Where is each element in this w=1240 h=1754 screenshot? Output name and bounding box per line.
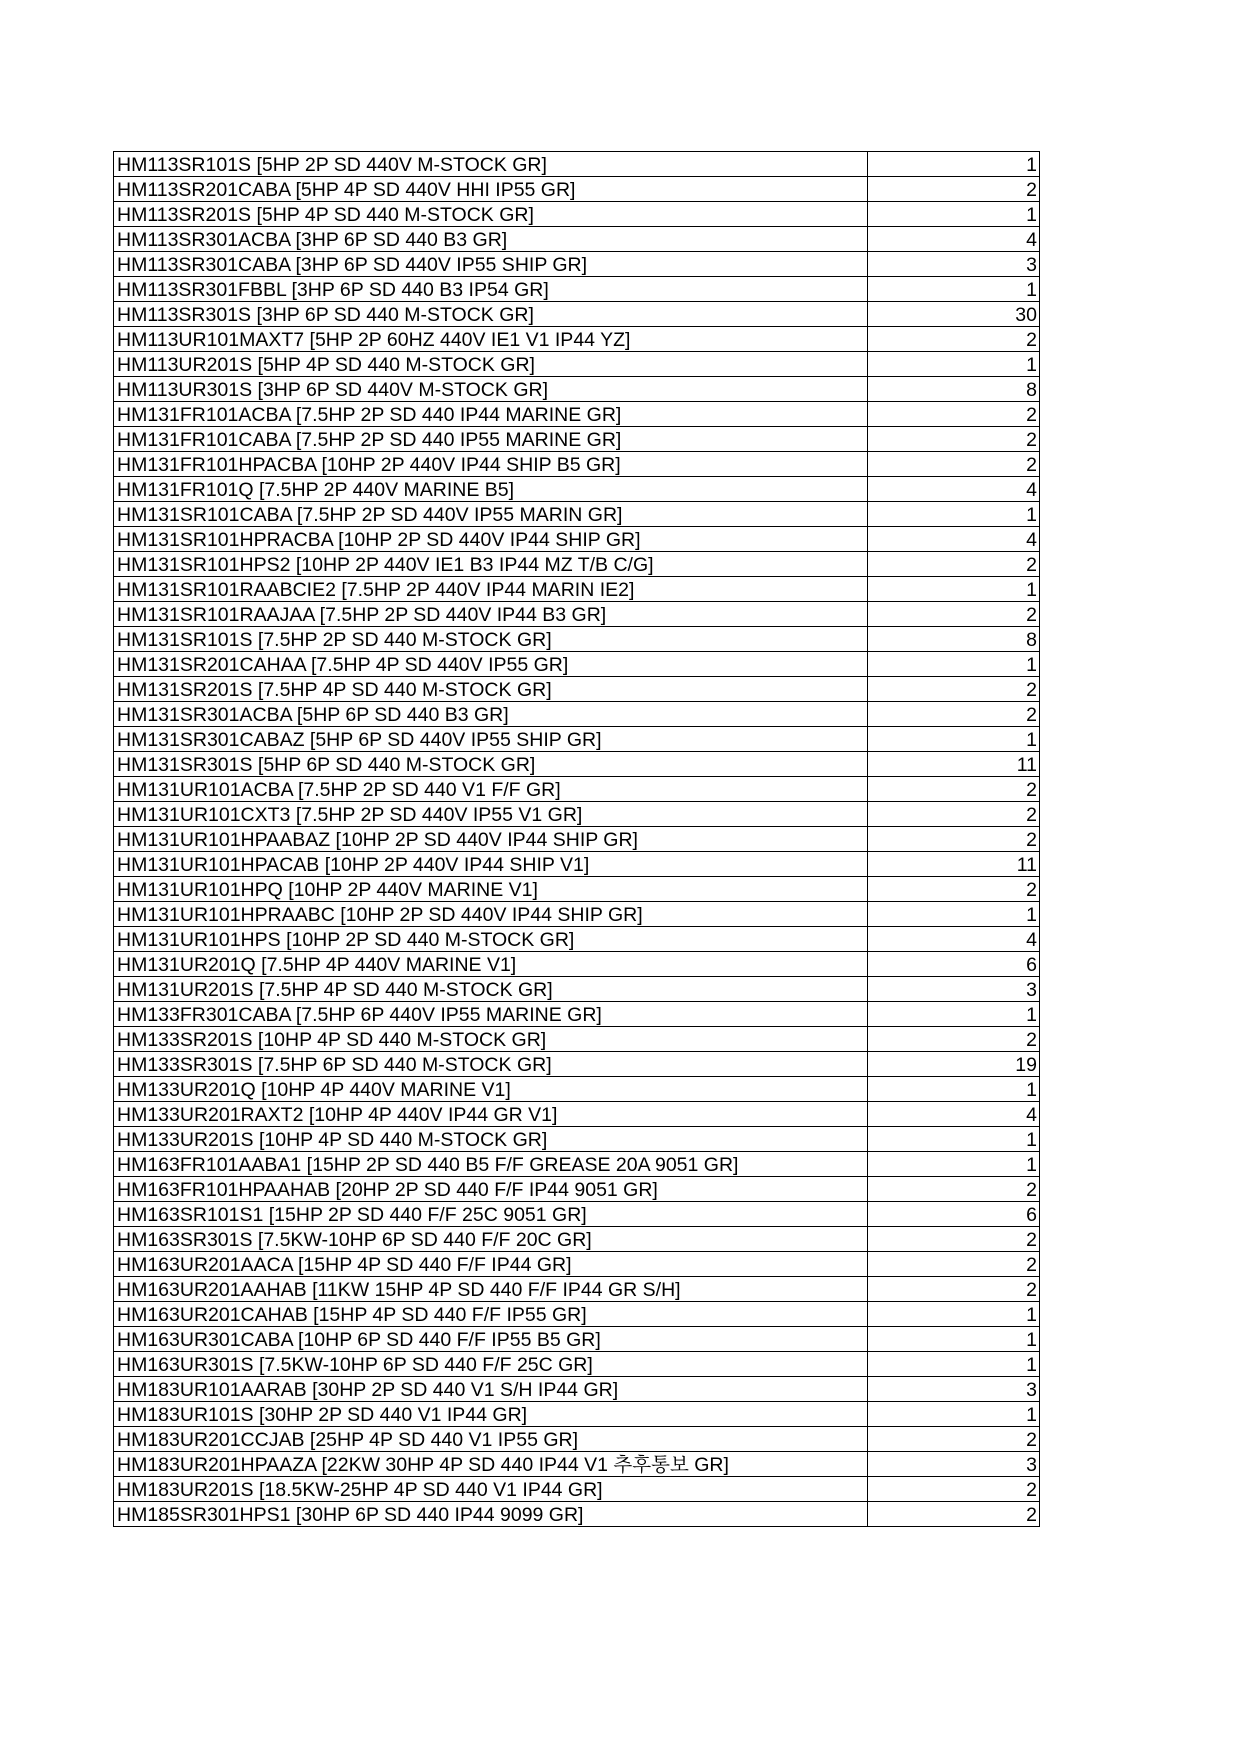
item-description-cell: HM131UR201Q [7.5HP 4P 440V MARINE V1] [114,952,868,977]
item-description-cell: HM131UR101HPAABAZ [10HP 2P SD 440V IP44 SHIP GR] [114,827,868,852]
item-description-cell: HM163UR201AACA [15HP 4P SD 440 F/F IP44 GR] [114,1252,868,1277]
item-description-cell: HM131UR101CXT3 [7.5HP 2P SD 440V IP55 V1 GR] [114,802,868,827]
item-description-cell: HM163SR101S1 [15HP 2P SD 440 F/F 25C 9051 GR] [114,1202,868,1227]
table-row [114,652,1040,677]
item-description-cell: HM131UR101HPRAABC [10HP 2P SD 440V IP44 SHIP GR] [114,902,868,927]
table-row [114,1177,1040,1202]
table-row [114,327,1040,352]
item-description-cell: HM113SR201CABA [5HP 4P SD 440V HHI IP55 GR] [114,177,868,202]
quantity-cell: 2 [868,877,1040,902]
item-description-cell: HM131FR101ACBA [7.5HP 2P SD 440 IP44 MARINE GR] [114,402,868,427]
item-description-cell: HM133UR201RAXT2 [10HP 4P 440V IP44 GR V1] [114,1102,868,1127]
item-description-cell: HM163UR201AAHAB [11KW 15HP 4P SD 440 F/F IP44 GR S/H] [114,1277,868,1302]
item-description-cell: HM183UR201HPAAZA [22KW 30HP 4P SD 440 IP44 V1 추후통보 GR] [114,1452,868,1477]
table-row [114,1227,1040,1252]
item-description-cell: HM163FR101AABA1 [15HP 2P SD 440 B5 F/F GREASE 20A 9051 GR] [114,1152,868,1177]
quantity-cell: 1 [868,1402,1040,1427]
table-row [114,377,1040,402]
quantity-cell: 1 [868,1352,1040,1377]
table-row [114,1402,1040,1427]
item-description-cell: HM163UR301CABA [10HP 6P SD 440 F/F IP55 B5 GR] [114,1327,868,1352]
table-row [114,277,1040,302]
item-description-cell: HM131SR201S [7.5HP 4P SD 440 M-STOCK GR] [114,677,868,702]
table-row [114,1452,1040,1477]
quantity-cell: 1 [868,1002,1040,1027]
item-description-cell: HM131UR101HPS [10HP 2P SD 440 M-STOCK GR] [114,927,868,952]
quantity-cell: 2 [868,1177,1040,1202]
item-description-cell: HM183UR201S [18.5KW-25HP 4P SD 440 V1 IP44 GR] [114,1477,868,1502]
table-row [114,1002,1040,1027]
table-row [114,702,1040,727]
table-row [114,627,1040,652]
table-row [114,752,1040,777]
quantity-cell: 6 [868,952,1040,977]
table-row [114,977,1040,1002]
quantity-cell: 1 [868,352,1040,377]
item-description-cell: HM113SR301FBBL [3HP 6P SD 440 B3 IP54 GR] [114,277,868,302]
item-description-cell: HM185SR301HPS1 [30HP 6P SD 440 IP44 9099 GR] [114,1502,868,1527]
quantity-cell: 4 [868,927,1040,952]
table-row [114,352,1040,377]
quantity-cell: 2 [868,777,1040,802]
item-description-cell: HM163UR201CAHAB [15HP 4P SD 440 F/F IP55 GR] [114,1302,868,1327]
item-description-cell: HM163UR301S [7.5KW-10HP 6P SD 440 F/F 25C GR] [114,1352,868,1377]
item-description-cell: HM183UR201CCJAB [25HP 4P SD 440 V1 IP55 GR] [114,1427,868,1452]
table-row [114,1277,1040,1302]
table-row [114,952,1040,977]
item-description-cell: HM163SR301S [7.5KW-10HP 6P SD 440 F/F 20C GR] [114,1227,868,1252]
table-row [114,1502,1040,1527]
item-description-cell: HM133FR301CABA [7.5HP 6P 440V IP55 MARINE GR] [114,1002,868,1027]
item-description-cell: HM113UR201S [5HP 4P SD 440 M-STOCK GR] [114,352,868,377]
quantity-cell: 2 [868,552,1040,577]
quantity-cell: 3 [868,977,1040,1002]
quantity-cell: 3 [868,1452,1040,1477]
item-description-cell: HM131SR101RAABCIE2 [7.5HP 2P 440V IP44 MARIN IE2] [114,577,868,602]
table-row [114,152,1040,177]
table-row [114,252,1040,277]
quantity-cell: 1 [868,577,1040,602]
table-row [114,477,1040,502]
item-description-cell: HM131SR301ACBA [5HP 6P SD 440 B3 GR] [114,702,868,727]
item-description-cell: HM113SR301CABA [3HP 6P SD 440V IP55 SHIP GR] [114,252,868,277]
quantity-cell: 1 [868,902,1040,927]
quantity-cell: 6 [868,1202,1040,1227]
table-row [114,427,1040,452]
item-description-cell: HM131UR101ACBA [7.5HP 2P SD 440 V1 F/F GR] [114,777,868,802]
quantity-cell: 2 [868,1477,1040,1502]
table-row [114,677,1040,702]
table-row [114,1352,1040,1377]
quantity-cell: 1 [868,1077,1040,1102]
item-description-cell: HM113UR101MAXT7 [5HP 2P 60HZ 440V IE1 V1 IP44 YZ] [114,327,868,352]
table-row [114,1377,1040,1402]
quantity-cell: 8 [868,377,1040,402]
quantity-cell: 8 [868,627,1040,652]
item-description-cell: HM113UR301S [3HP 6P SD 440V M-STOCK GR] [114,377,868,402]
stock-table-body [114,152,1040,1527]
item-description-cell: HM131FR101Q [7.5HP 2P 440V MARINE B5] [114,477,868,502]
quantity-cell: 2 [868,452,1040,477]
quantity-cell: 4 [868,477,1040,502]
table-row [114,852,1040,877]
table-row [114,1052,1040,1077]
table-row [114,527,1040,552]
table-row [114,1477,1040,1502]
table-row [114,1152,1040,1177]
table-row [114,602,1040,627]
quantity-cell: 4 [868,227,1040,252]
table-row [114,227,1040,252]
quantity-cell: 2 [868,1027,1040,1052]
table-row [114,202,1040,227]
item-description-cell: HM133SR201S [10HP 4P SD 440 M-STOCK GR] [114,1027,868,1052]
table-row [114,177,1040,202]
table-row [114,777,1040,802]
item-description-cell: HM131UR101HPQ [10HP 2P 440V MARINE V1] [114,877,868,902]
quantity-cell: 2 [868,1427,1040,1452]
item-description-cell: HM131SR101RAAJAA [7.5HP 2P SD 440V IP44 B3 GR] [114,602,868,627]
table-row [114,1202,1040,1227]
table-row [114,1077,1040,1102]
item-description-cell: HM131SR201CAHAA [7.5HP 4P SD 440V IP55 GR] [114,652,868,677]
table-row [114,727,1040,752]
item-description-cell: HM131SR101CABA [7.5HP 2P SD 440V IP55 MARIN GR] [114,502,868,527]
item-description-cell: HM131SR101HPS2 [10HP 2P 440V IE1 B3 IP44 MZ T/B C/G] [114,552,868,577]
item-description-cell: HM131SR301S [5HP 6P SD 440 M-STOCK GR] [114,752,868,777]
table-row [114,502,1040,527]
item-description-cell: HM133UR201Q [10HP 4P 440V MARINE V1] [114,1077,868,1102]
item-description-cell: HM131SR101S [7.5HP 2P SD 440 M-STOCK GR] [114,627,868,652]
item-description-cell: HM113SR201S [5HP 4P SD 440 M-STOCK GR] [114,202,868,227]
quantity-cell: 2 [868,1252,1040,1277]
quantity-cell: 1 [868,652,1040,677]
quantity-cell: 1 [868,152,1040,177]
table-row [114,827,1040,852]
item-description-cell: HM131SR301CABAZ [5HP 6P SD 440V IP55 SHIP GR] [114,727,868,752]
table-row [114,302,1040,327]
quantity-cell: 1 [868,202,1040,227]
item-description-cell: HM163FR101HPAAHAB [20HP 2P SD 440 F/F IP44 9051 GR] [114,1177,868,1202]
quantity-cell: 19 [868,1052,1040,1077]
item-description-cell: HM113SR101S [5HP 2P SD 440V M-STOCK GR] [114,152,868,177]
quantity-cell: 1 [868,727,1040,752]
quantity-cell: 2 [868,402,1040,427]
quantity-cell: 3 [868,1377,1040,1402]
quantity-cell: 2 [868,327,1040,352]
item-description-cell: HM131UR101HPACAB [10HP 2P 440V IP44 SHIP V1] [114,852,868,877]
item-description-cell: HM183UR101S [30HP 2P SD 440 V1 IP44 GR] [114,1402,868,1427]
item-description-cell: HM131UR201S [7.5HP 4P SD 440 M-STOCK GR] [114,977,868,1002]
table-row [114,927,1040,952]
item-description-cell: HM131FR101CABA [7.5HP 2P SD 440 IP55 MARINE GR] [114,427,868,452]
table-row [114,902,1040,927]
quantity-cell: 2 [868,827,1040,852]
table-row [114,452,1040,477]
quantity-cell: 2 [868,427,1040,452]
stock-table [113,151,1040,1527]
table-row [114,802,1040,827]
quantity-cell: 1 [868,1152,1040,1177]
quantity-cell: 2 [868,702,1040,727]
table-row [114,1302,1040,1327]
quantity-cell: 4 [868,527,1040,552]
item-description-cell: HM113SR301ACBA [3HP 6P SD 440 B3 GR] [114,227,868,252]
quantity-cell: 2 [868,1227,1040,1252]
quantity-cell: 11 [868,752,1040,777]
table-row [114,877,1040,902]
item-description-cell: HM133SR301S [7.5HP 6P SD 440 M-STOCK GR] [114,1052,868,1077]
table-row [114,1252,1040,1277]
table-row [114,1102,1040,1127]
quantity-cell: 1 [868,1302,1040,1327]
item-description-cell: HM113SR301S [3HP 6P SD 440 M-STOCK GR] [114,302,868,327]
table-row [114,577,1040,602]
table-row [114,1327,1040,1352]
quantity-cell: 1 [868,1327,1040,1352]
table-row [114,1127,1040,1152]
quantity-cell: 2 [868,602,1040,627]
quantity-cell: 2 [868,1502,1040,1527]
table-row [114,1027,1040,1052]
table-row [114,1427,1040,1452]
item-description-cell: HM131SR101HPRACBA [10HP 2P SD 440V IP44 SHIP GR] [114,527,868,552]
quantity-cell: 3 [868,252,1040,277]
quantity-cell: 2 [868,677,1040,702]
quantity-cell: 4 [868,1102,1040,1127]
quantity-cell: 2 [868,1277,1040,1302]
item-description-cell: HM133UR201S [10HP 4P SD 440 M-STOCK GR] [114,1127,868,1152]
item-description-cell: HM183UR101AARAB [30HP 2P SD 440 V1 S/H IP44 GR] [114,1377,868,1402]
table-row [114,552,1040,577]
item-description-cell: HM131FR101HPACBA [10HP 2P 440V IP44 SHIP B5 GR] [114,452,868,477]
table-row [114,402,1040,427]
quantity-cell: 2 [868,802,1040,827]
quantity-cell: 11 [868,852,1040,877]
quantity-cell: 1 [868,1127,1040,1152]
quantity-cell: 1 [868,277,1040,302]
quantity-cell: 30 [868,302,1040,327]
quantity-cell: 2 [868,177,1040,202]
quantity-cell: 1 [868,502,1040,527]
